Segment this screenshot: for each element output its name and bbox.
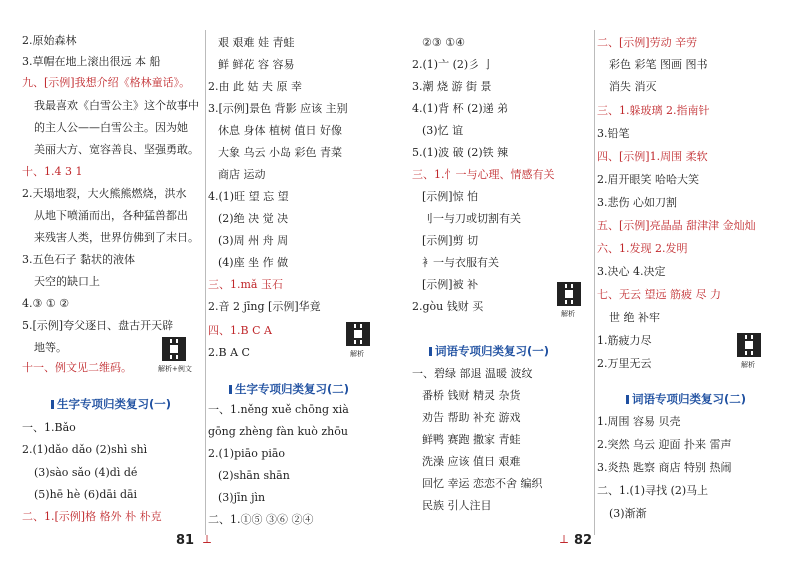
answer-line: 天空的缺口上: [34, 275, 100, 288]
answer-line: 十一、例文见二维码。: [22, 361, 132, 374]
page-number: 82: [574, 533, 593, 548]
answer-line: gōng zhèng fàn kuò zhōu: [208, 425, 348, 438]
answer-line: (4)座 坐 作 做: [218, 256, 289, 269]
answer-line: [示例]惊 怕: [422, 190, 479, 203]
answer-line: 2.音 2 jīng [示例]华竟: [208, 300, 321, 313]
answer-line: 1.周围 容易 贝壳: [597, 415, 681, 428]
section-heading-text: 生字专项归类复习(一): [57, 397, 172, 411]
answer-line: 休息 身体 植树 值日 好像: [218, 124, 342, 137]
answer-line: 我最喜欢《白雪公主》这个故事中: [34, 99, 199, 112]
column-divider-left: [205, 30, 206, 535]
answer-line: 3.决心 4.决定: [597, 265, 666, 278]
column-divider-right: [594, 30, 595, 535]
answer-line: 3.草帽在地上滚出很远 本 船: [22, 55, 161, 68]
qr-label: 解析: [350, 350, 364, 358]
answer-line: 1.筋疲力尽: [597, 334, 652, 347]
answer-line: 四、[示例]1.周围 柔软: [597, 150, 708, 163]
answer-line: 民族 引人注目: [422, 499, 492, 512]
answer-line: 2.天塌地裂，大火熊熊燃烧，洪水: [22, 187, 187, 200]
heading-bar-icon: [229, 385, 232, 394]
answer-line: 2.gòu 钱财 买: [412, 300, 484, 313]
left-page-column-1: [22, 0, 202, 540]
answer-line: 4.(1)旺 望 忘 望: [208, 190, 289, 203]
answer-line: 地等。: [34, 341, 67, 354]
answer-line: 2.突然 乌云 迎面 扑来 雷声: [597, 438, 732, 451]
qr-label: 解析: [561, 310, 575, 318]
qr-code-icon[interactable]: [557, 282, 581, 306]
answer-line: 3.悲伤 心如刀割: [597, 196, 677, 209]
answer-line: 消失 消灭: [609, 80, 657, 93]
page-corner-mark-icon: ⟂: [203, 532, 212, 546]
qr-code-icon[interactable]: [346, 322, 370, 346]
answer-line: 七、无云 望远 筋疲 尽 力: [597, 288, 721, 301]
answer-line: 回忆 幸运 恋恋不舍 编织: [422, 477, 543, 490]
answer-line: 六、1.发现 2.发明: [597, 242, 688, 255]
right-page-column-4: [597, 0, 777, 540]
page-number: 81: [176, 533, 195, 548]
answer-line: 4.③ ① ②: [22, 297, 70, 310]
section-heading: [426, 343, 549, 359]
answer-line: 从地下喷涌而出，各种猛兽都出: [34, 209, 188, 222]
qr-code-icon[interactable]: [737, 333, 761, 357]
answer-line: (3)周 州 舟 周: [218, 234, 289, 247]
answer-line: 2.B A C: [208, 346, 250, 359]
answer-line: (3)jīn jìn: [218, 491, 266, 504]
answer-line: 3.五色石子 黏状的液体: [22, 253, 135, 266]
section-heading-text: 生字专项归类复习(二): [235, 382, 350, 396]
answer-line: (2)shān shān: [218, 469, 290, 482]
answer-line: 鲜鸭 赛跑 撒家 青蛙: [422, 433, 521, 446]
answer-line: 2.(1)dǎo dǎo (2)shì shì: [22, 443, 148, 456]
answer-line: 2.原始森林: [22, 34, 77, 47]
heading-bar-icon: [429, 347, 432, 356]
heading-bar-icon: [51, 400, 54, 409]
qr-code-icon[interactable]: [162, 337, 186, 361]
answer-line: 十、1.4 3 1: [22, 165, 83, 178]
answer-line: 二、[示例]劳动 辛劳: [597, 36, 698, 49]
heading-bar-icon: [626, 395, 629, 404]
page-corner-mark-icon: ⟂: [560, 532, 569, 546]
answer-line: 九、[示例]我想介绍《格林童话》。: [22, 76, 191, 89]
answer-line: 刂一与刀或切割有关: [422, 212, 521, 225]
answer-line: 3.潮 烧 游 街 景: [412, 80, 492, 93]
answer-line: 来残害人类，世界仿佛到了末日。: [34, 231, 199, 244]
answer-line: 3.炎热 匙察 商店 特别 热闹: [597, 461, 732, 474]
qr-label: 解析+例文: [158, 365, 192, 373]
answer-line: (5)hē hè (6)dāi dāi: [34, 488, 138, 501]
answer-line: (3)sào sǎo (4)dì dé: [34, 466, 138, 479]
answer-line: 2.万里无云: [597, 357, 652, 370]
answer-line: 三、1.mǎ 玉石: [208, 278, 283, 291]
answer-line: [示例]剪 切: [422, 234, 479, 247]
answer-line: 劝告 帮助 补充 游戏: [422, 411, 521, 424]
answer-line: 2.眉开眼笑 哈哈大笑: [597, 173, 699, 186]
answer-line: 三、1.忄一与心理、情感有关: [412, 168, 555, 181]
qr-label: 解析: [741, 361, 755, 369]
section-heading: [48, 396, 171, 412]
answer-line: (2)绝 决 觉 决: [218, 212, 289, 225]
answer-line: 3.铅笔: [597, 127, 630, 140]
left-page-column-2: [176, 0, 398, 548]
answer-line: 商店 运动: [218, 168, 266, 181]
answer-line: 二、1.[示例]格 格外 朴 朴克: [22, 510, 162, 523]
answer-line: 5.[示例]夸父逐日、盘古开天辟: [22, 319, 174, 332]
section-heading: [226, 381, 349, 397]
answer-line: ②③ ①④: [422, 36, 465, 49]
answer-line: 三、1.躲玻璃 2.指南针: [597, 104, 710, 117]
answer-line: 五、[示例]亮晶晶 甜津津 金灿灿: [597, 219, 756, 232]
answer-line: 洗澡 应该 值日 艰难: [422, 455, 521, 468]
answer-line: 一、1.Bǎo: [22, 421, 76, 434]
answer-line: 世 绝 补牢: [609, 311, 660, 324]
answer-line: 二、1.(1)寻找 (2)马上: [597, 484, 709, 497]
answer-line: 大象 乌云 小岛 彩色 青菜: [218, 146, 342, 159]
answer-line: (3)忆 谊: [422, 124, 464, 137]
answer-line: 鲜 鲜花 容 容易: [218, 58, 295, 71]
answer-line: 美丽大方、宽容善良、坚强勇敢。: [34, 143, 199, 156]
answer-line: 5.(1)波 破 (2)铁 辣: [412, 146, 509, 159]
right-page-column-3: [412, 0, 593, 548]
answer-line: 一、碧绿 部退 温暖 波纹: [412, 367, 533, 380]
answer-line: 3.[示例]景色 背影 应该 主别: [208, 102, 348, 115]
answer-line: 2.(1)亠 (2)彡 亅: [412, 58, 494, 71]
answer-line: 衤一与衣服有关: [422, 256, 499, 269]
answer-line: 番桥 钱财 精灵 杂货: [422, 389, 521, 402]
section-heading-text: 词语专项归类复习(二): [632, 392, 747, 406]
answer-line: (3)渐渐: [609, 507, 647, 520]
answer-line: [示例]被 补: [422, 278, 479, 291]
answer-line: 四、1.B C A: [208, 324, 272, 337]
answer-line: 的主人公——白雪公主。因为她: [34, 121, 188, 134]
answer-line: 彩色 彩笔 图画 图书: [609, 58, 708, 71]
answer-line: 2.由 此 姑 夫 原 幸: [208, 80, 302, 93]
section-heading-text: 词语专项归类复习(一): [435, 344, 550, 358]
answer-line: 一、1.něng xuě chōng xià: [208, 403, 349, 416]
answer-line: 艰 艰难 娃 青蛙: [218, 36, 295, 49]
answer-line: 2.(1)piāo piāo: [208, 447, 286, 460]
answer-line: 4.(1)背 杯 (2)递 弟: [412, 102, 509, 115]
section-heading: [623, 391, 746, 407]
answer-line: 二、1.①⑤ ③⑥ ②④: [208, 513, 314, 526]
